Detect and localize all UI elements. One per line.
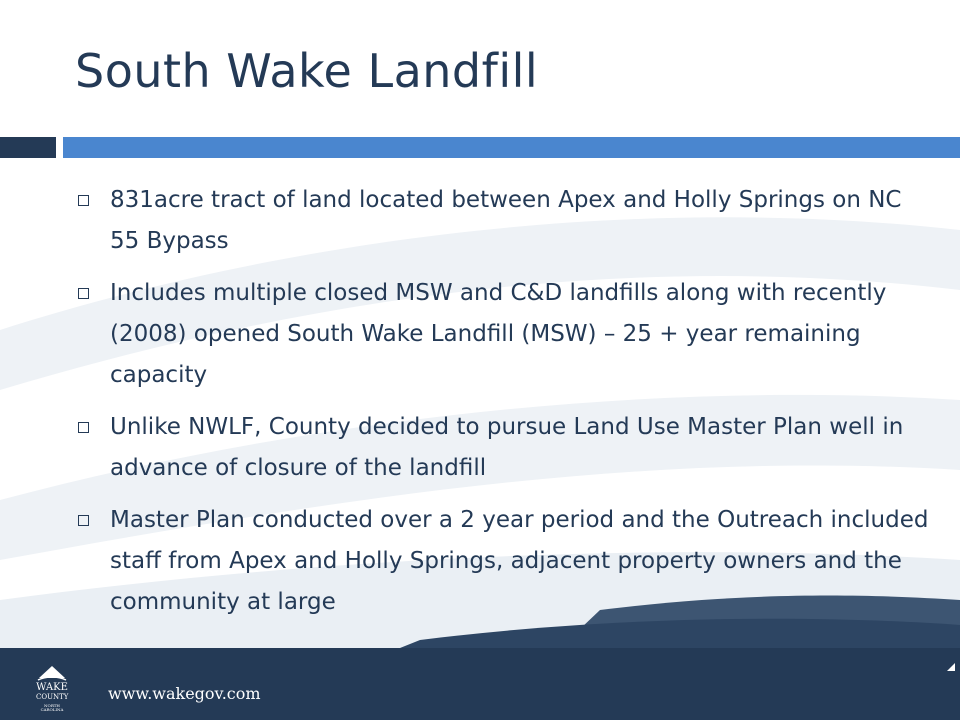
logo-word-wake: WAKE — [36, 682, 68, 693]
footer — [0, 648, 960, 720]
list-item — [74, 407, 934, 489]
square-bullet-icon — [78, 288, 89, 299]
bullet-text: Unlike NWLF, County decided to pursue Land Use Master Plan well in advance of closure of the landfill — [110, 414, 904, 481]
bullet-list — [74, 180, 934, 634]
logo-mark — [36, 664, 68, 682]
bullet-text: 831acre tract of land located between Apex and Holly Springs on NC 55 Bypass — [110, 187, 902, 254]
logo-tagline: NORTH CAROLINA — [40, 703, 64, 712]
square-bullet-icon — [78, 195, 89, 206]
list-item — [74, 273, 934, 396]
list-item — [74, 180, 934, 262]
slide-title: South Wake Landfill — [75, 44, 539, 98]
logo-word-county: COUNTY — [36, 693, 69, 701]
title-bar-left — [0, 137, 56, 158]
list-item — [74, 500, 934, 623]
title-bar-right — [63, 137, 960, 158]
wake-county-logo-icon — [36, 664, 68, 720]
square-bullet-icon — [78, 422, 89, 433]
corner-arrow-icon — [946, 662, 956, 672]
bullet-text: Includes multiple closed MSW and C&D landfills along with recently (2008) opened South Wake Landfill (MSW) – 25 + year remaining capacity — [110, 280, 887, 388]
footer-url[interactable]: www.wakegov.com — [108, 684, 261, 703]
bullet-text: Master Plan conducted over a 2 year period and the Outreach included staff from Apex and Holly Springs, adjacent property owners and the community at large — [110, 507, 929, 615]
square-bullet-icon — [78, 515, 89, 526]
